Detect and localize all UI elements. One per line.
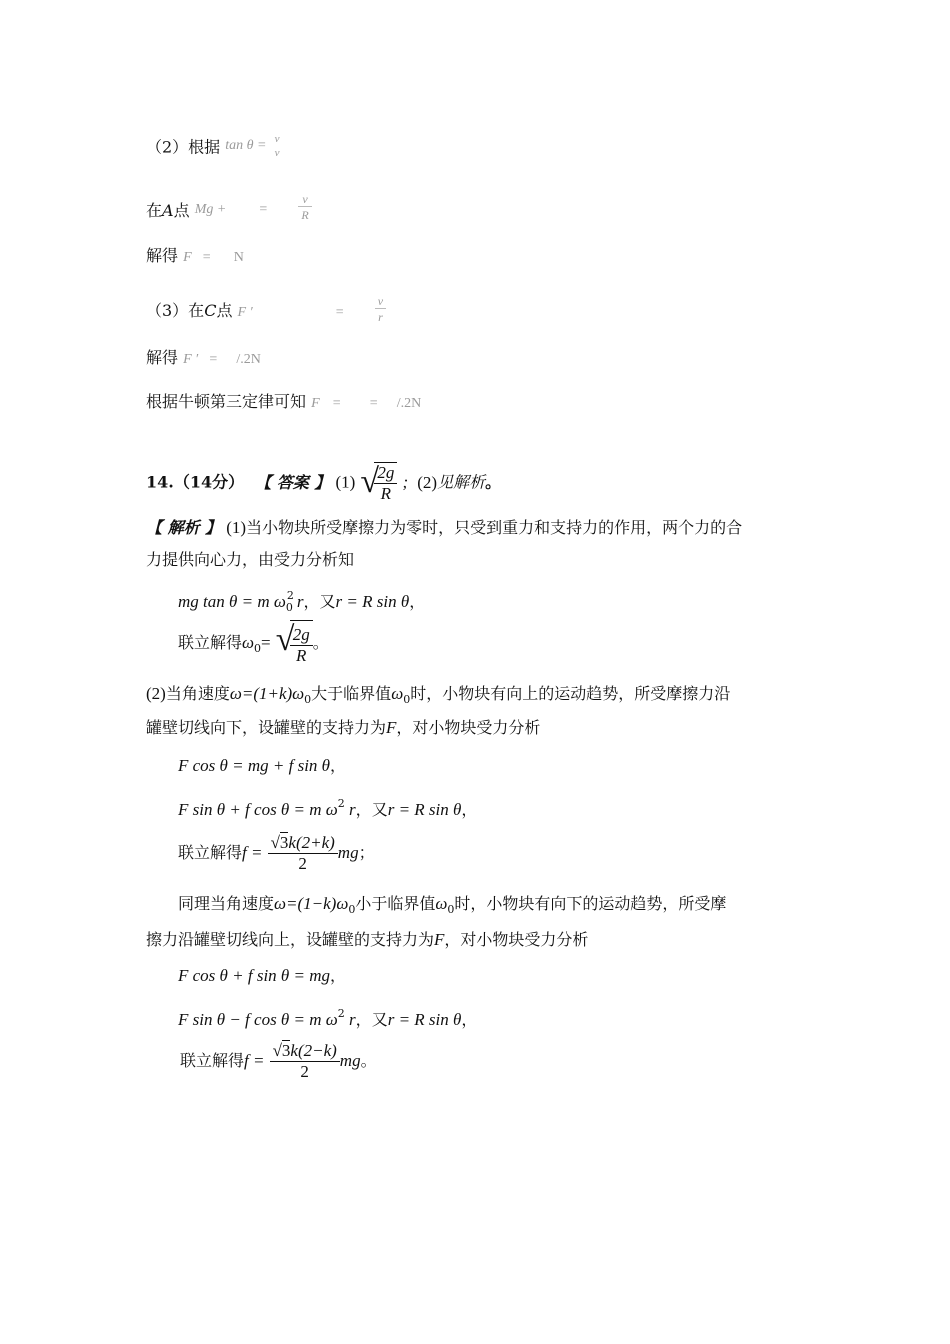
newton-eq2: =: [369, 396, 378, 411]
eq1-line: [178, 586, 425, 618]
eq3-line: [178, 756, 346, 776]
eq2-radical-icon: √: [275, 621, 295, 658]
eq7-left: F sin θ − f cos θ = m ω: [178, 1010, 338, 1029]
part2b-crit: ω: [391, 684, 404, 703]
eq2-end: 。: [312, 633, 329, 652]
q14-sqrt-num: 2g: [377, 463, 395, 482]
q14-p2: (2): [417, 472, 438, 492]
newton-lead: 根据牛顿第三定律可知: [146, 392, 307, 411]
eq1-also: 又: [319, 592, 336, 611]
eq1-end: ，: [409, 592, 426, 611]
pointA-point: A: [162, 201, 174, 220]
eq5-fraction: [268, 833, 338, 874]
part2b-line2: [146, 718, 540, 738]
solve2-var: F ′: [183, 352, 199, 367]
newton-eq1: =: [332, 396, 341, 411]
q14-p2-text: 见解析: [437, 472, 486, 492]
part2b-sub: 0: [304, 693, 312, 706]
eq5-num: 3: [279, 833, 289, 852]
solve2-lead: 解得: [146, 348, 179, 367]
eq5-radical-icon: √: [270, 833, 280, 852]
q14-sqrt: [360, 462, 397, 504]
eq8-den: 2: [270, 1061, 340, 1082]
pointA-eq: =: [259, 202, 268, 217]
same-t3: 时，小物块有向下的运动趋势，所受摩: [454, 894, 727, 913]
eq1-comma: ，: [303, 592, 320, 611]
part3-lead2: 点: [216, 301, 233, 320]
solve2-value: /.2N: [236, 352, 261, 367]
part2b-t2: 大于临界值: [311, 684, 392, 703]
same-line2a: 擦力沿罐壁切线向上，设罐壁的支持力为: [146, 930, 435, 949]
eq2-num: 2g: [292, 624, 310, 644]
part2b-line2a: 罐壁切线向下，设罐壁的支持力为: [146, 718, 387, 737]
eq5-end: ；: [358, 843, 375, 862]
same-F: F: [434, 930, 445, 949]
same-t1: 同理当角速度: [178, 894, 275, 913]
part2b-crit-sub: 0: [403, 693, 411, 706]
eq8-end: 。: [360, 1051, 377, 1070]
same-t2: 小于临界值: [355, 894, 436, 913]
eq3-text: F cos θ = mg + f sin θ: [178, 756, 331, 775]
eq5-line: [178, 830, 375, 876]
same-crit-sub: 0: [447, 903, 455, 916]
solve1-lead: 解得: [146, 246, 179, 265]
solve2-line: [146, 348, 261, 370]
analysis-text1: 当小物块所受摩擦力为零时，只受到重力和支持力的作用，两个力的合: [246, 518, 743, 537]
eq4-comma: ，: [355, 800, 372, 819]
newton-var: F: [311, 396, 320, 411]
part3-eq: =: [335, 305, 344, 320]
eq7-comma: ，: [355, 1010, 372, 1029]
q14-line: [146, 462, 501, 504]
eq3-end: ，: [330, 756, 347, 775]
analysis-text2: 力提供向心力，由受力分析知: [146, 550, 355, 569]
eq8-num-rest: k(2−k): [290, 1041, 337, 1060]
part3-fraction: [375, 294, 386, 325]
eq2-var: ω: [242, 633, 255, 652]
eq5-var: f =: [242, 843, 263, 862]
eq4-also: 又: [371, 800, 388, 819]
part3-var: F ′: [237, 305, 253, 320]
part2b-F: F: [386, 718, 397, 737]
part3-point: C: [204, 301, 217, 320]
same-crit: ω: [435, 894, 448, 913]
newton-value: /.2N: [396, 396, 422, 411]
eq4-right: r: [344, 800, 356, 819]
eq1-rel: r = R sin θ: [335, 592, 410, 611]
pointA-fraction: [298, 192, 311, 223]
eq2-sqrt: [276, 620, 313, 667]
eq8-num: 3: [281, 1041, 291, 1060]
analysis-p1: (1): [226, 518, 247, 537]
eq7-sup: 2: [337, 1007, 345, 1020]
solve1-line: [146, 246, 244, 268]
eq2-lead: 联立解得: [178, 633, 243, 652]
eq1-left: mg tan θ = m ω: [178, 592, 286, 611]
part2-frac-den: v: [274, 147, 280, 159]
eq4-sup: 2: [337, 797, 345, 810]
newton-line: [146, 392, 421, 414]
eq7-also: 又: [371, 1010, 388, 1029]
eq1-sup: 2: [286, 589, 294, 602]
part3-lead: （3）在: [146, 301, 205, 320]
eq5-den: 2: [268, 853, 338, 874]
solve2-eq: =: [209, 352, 218, 367]
pointA-frac-den: R: [298, 206, 311, 223]
eq8-radical-icon: √: [272, 1041, 282, 1060]
eq7-end: ，: [461, 1010, 478, 1029]
eq7-rel: r = R sin θ: [387, 1010, 462, 1029]
eq8-line: [180, 1038, 377, 1084]
q14-radical-icon: √: [360, 463, 380, 500]
eq8-tail: mg: [339, 1051, 361, 1070]
q14-answer-tag: 【 答案 】: [255, 472, 331, 492]
eq2-sub: 0: [254, 642, 262, 655]
q14-sep: ;: [402, 472, 409, 492]
analysis-tag: 【 解析 】: [146, 518, 222, 537]
eq8-lead: 联立解得: [180, 1051, 245, 1070]
part2b-line2b: ，对小物块受力分析: [396, 718, 541, 737]
q14-end: 。: [485, 472, 502, 492]
analysis-line1: [146, 518, 742, 538]
pointA-lead: 在: [146, 201, 163, 220]
eq4-rel: r = R sin θ: [387, 800, 462, 819]
part3-line: [146, 296, 386, 327]
same-line2b: ，对小物块受力分析: [444, 930, 589, 949]
eq2-eq: =: [261, 633, 271, 652]
eq1-sub: 0: [285, 601, 293, 614]
part2b-t3: 时，小物块有向上的运动趋势，所受摩擦力沿: [410, 684, 731, 703]
part2-line: [146, 134, 282, 162]
pointA-lead2: 点: [173, 201, 190, 220]
eq4-line: [178, 794, 477, 820]
same-line2: [146, 930, 588, 950]
solve1-var: F: [183, 250, 192, 265]
part3-frac-den: r: [375, 308, 386, 325]
eq2-den: R: [290, 645, 313, 666]
part2-frac-num: v: [274, 133, 280, 145]
eq4-end: ，: [461, 800, 478, 819]
eq4-left: F sin θ + f cos θ = m ω: [178, 800, 338, 819]
part2-fraction: [272, 132, 283, 160]
eq5-num-rest: k(2+k): [288, 833, 335, 852]
eq5-lead: 联立解得: [178, 843, 243, 862]
pointA-frac-num: v: [302, 192, 308, 206]
part2b-p: (2): [146, 684, 166, 703]
part2b-t1: 当角速度: [165, 684, 230, 703]
analysis-line2: [146, 550, 354, 570]
part2b-line1: [146, 684, 730, 710]
solve1-unit: N: [233, 250, 244, 265]
eq8-fraction: [270, 1041, 340, 1082]
same-expr: ω=(1−k)ω: [274, 894, 349, 913]
part3-frac-num: v: [377, 294, 384, 308]
pointA-expr: Mg +: [194, 202, 227, 217]
q14-sqrt-den: R: [374, 483, 397, 504]
q14-p1: (1): [335, 472, 356, 492]
eq2-line: [178, 620, 329, 672]
same-line1: [178, 894, 726, 920]
eq8-var: f =: [244, 1051, 265, 1070]
eq6-line: [178, 966, 346, 986]
eq7-line: [178, 1004, 477, 1030]
eq5-tail: mg: [337, 843, 359, 862]
eq6-text: F cos θ + f sin θ = mg: [178, 966, 331, 985]
part2-tan: tan θ =: [225, 137, 267, 153]
eq6-end: ，: [330, 966, 347, 985]
part2-intro: （2）根据: [146, 137, 221, 157]
pointA-line: [146, 192, 312, 227]
solve1-eq: =: [202, 250, 211, 265]
q14-label: 14.（14分）: [146, 472, 245, 492]
same-sub: 0: [348, 903, 356, 916]
part2b-expr: ω=(1+k)ω: [229, 684, 305, 703]
eq1-right: r: [296, 592, 304, 611]
eq7-right: r: [344, 1010, 356, 1029]
